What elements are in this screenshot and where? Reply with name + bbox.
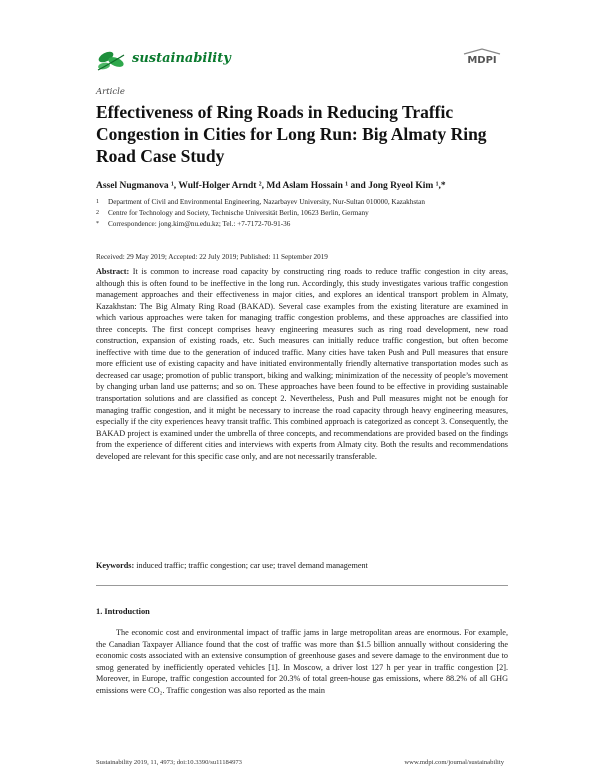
abstract-text: It is common to increase road capacity by constructing ring roads to reduce traffic congestion in city areas, although this is often found to be ineffective in the long run. Accordingly, this study investigates various traffic congestion management approaches and their effectiveness in major cities, and explores an identical transport problem in Almaty, Kazakhstan: The Big Almaty Ring Road (BAKAD). Several case examples from the existing literature are examined in which various approaches were taken for managing traffic congestion problems, and these approaches are classified into three concepts. The first concept comprises heavy engineering measures such as ring road development, new road construction, expansion of existing roads, etc. Such measures can initially reduce traffic congestion, but often become ineffective with time due to the generation of induced traffic. Many cities have taken Push and Pull measures that ensure more efficient use of existing capacity and have initiated environmentally friendly alternative transportation modes such as decreased car usage; promotion of public transport, biking and walking; minimization of the necessity of people’s movement by changing urban land use patterns; and so on. These approaches have been found to be effective in providing sustainable transportation solutions and are classified as concept 2. Nevertheless, Push and Pull measures might not be enough for managing traffic congestion, and it might be necessary to increase the road capacity through heavy engineering measures, especially if the city experiences heavy transit traffic. This combined approach is categorized as concept 3. Consequently, the BAKAD project is examined under the umbrella of three concepts, and recommendations are provided based on the findings from the experience of different cities and interviews with experts from Almaty city. Both the results and recommendations developed are relevant for this specific case only, and are not necessarily transferable. [96,267,508,461]
footer-url[interactable]: www.mdpi.com/journal/sustainability [404,759,504,766]
affiliation-text: Department of Civil and Environmental Engineering, Nazarbayev University, Nur-Sultan 010000, Kazakhstan [108,198,425,206]
footer-citation: Sustainability 2019, 11, 4973; doi:10.3390/su11184973 [96,759,242,766]
journal-name: sustainability [132,51,231,66]
section-heading: 1. Introduction [96,607,150,616]
affiliation-list [96,197,516,230]
correspondence-item [96,219,516,230]
publication-dates: Received: 29 May 2019; Accepted: 22 July 2019; Published: 11 September 2019 [96,253,328,261]
correspondence-marker: * [96,221,99,227]
affiliation-marker: 2 [96,210,99,216]
paper-title: Effectiveness of Ring Roads in Reducing Traffic Congestion in Cities for Long Run: Big Almaty Ring Road Case Study [96,102,487,166]
author-list: Assel Nugmanova ¹, Wulf-Holger Arndt ², Md Aslam Hossain ¹ and Jong Ryeol Kim ¹,* [96,181,446,191]
affiliation-item [96,197,516,208]
keywords [96,561,508,570]
article-type: Article [96,87,125,97]
publisher-logo [462,48,502,70]
journal-leaf-logo-icon [94,47,128,73]
correspondence-text: Correspondence: jong.kim@nu.edu.kz; Tel.: +7-7172-70-91-36 [108,220,291,228]
abstract-label: Abstract: [96,267,130,276]
affiliation-text: Centre for Technology and Society, Technische Universität Berlin, 10623 Berlin, Germany [108,209,369,217]
keywords-text: induced traffic; traffic congestion; car use; travel demand management [136,561,368,570]
publisher-name: MDPI [467,55,497,66]
section-divider [96,585,508,586]
abstract [96,266,508,462]
affiliation-marker: 1 [96,199,99,205]
keywords-label: Keywords: [96,561,135,570]
section-body: The economic cost and environmental impact of traffic jams in large metropolitan areas are enormous. For example, the Canadian Taxpayer Alliance found that the cost of traffic was more than $1.5 billion annually without considering the economic costs associated with an extensive consumption of greenhouse gases and severe damage to the environment due to smog generated by inefficiently operated vehicles [1]. In Moscow, a driver lost 127 h per year in traffic congestion [2]. Moreover, in Europe, traffic congestion accounted for 20.3% of total green-house gas emissions, where 88.2% of all GHG emissions were CO₂. Traffic congestion was also reported as the main [96,628,508,695]
affiliation-item [96,208,516,219]
